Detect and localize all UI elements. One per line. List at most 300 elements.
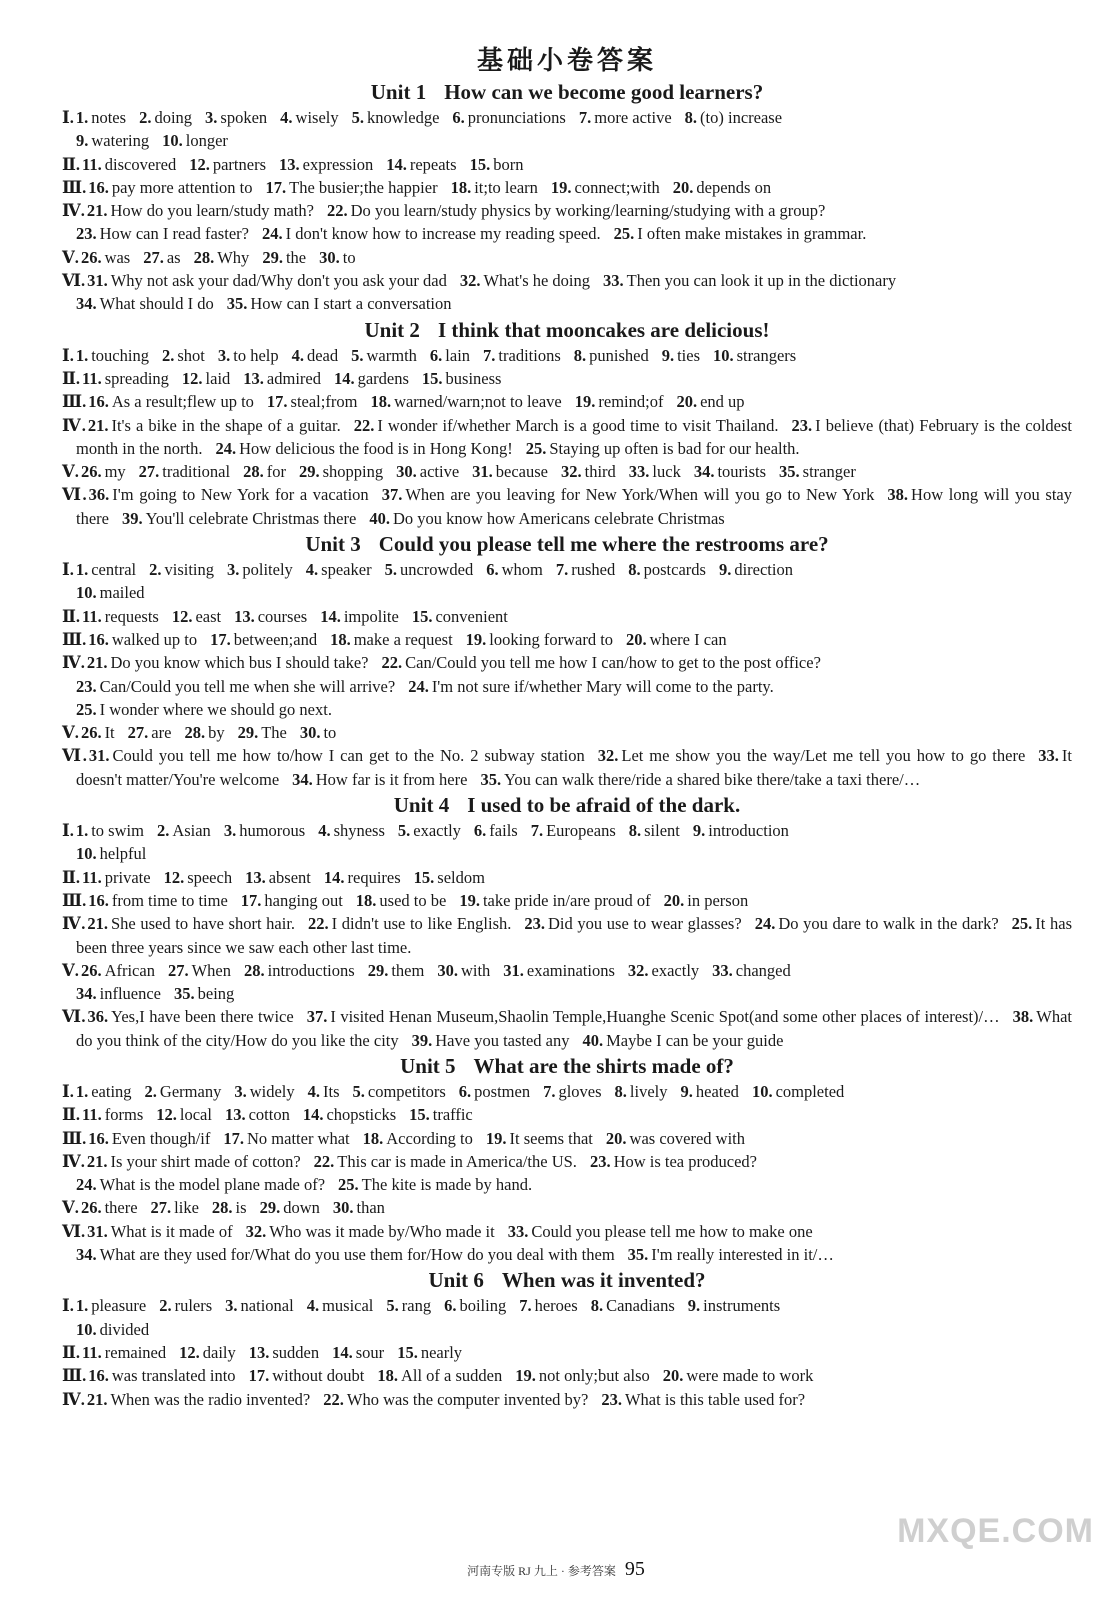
- answer-number: 11.: [82, 154, 102, 174]
- answer-number: 33.: [712, 960, 733, 980]
- answer-text: down: [283, 1198, 320, 1218]
- answer-number: 32.: [459, 271, 481, 291]
- answer-text: Who was it made by/Who made it: [269, 1221, 495, 1241]
- answer-number: 23.: [76, 224, 97, 244]
- answer-item: [308, 914, 511, 933]
- answer-number: 3.: [227, 560, 240, 580]
- answer-item: [76, 1245, 615, 1264]
- answer-text: When are you leaving for New York/When will you go to New York: [405, 485, 875, 505]
- answer-item: [143, 248, 180, 267]
- answer-number: 26.: [80, 723, 102, 743]
- answer-text: Can/Could you tell me when she will arrive?: [99, 676, 396, 696]
- answer-item: [752, 1082, 844, 1101]
- answer-item: [370, 392, 561, 411]
- answer-text: is: [235, 1198, 247, 1218]
- answer-item: [591, 1296, 675, 1315]
- answer-item: [223, 1129, 349, 1148]
- answer-item: [332, 1343, 384, 1362]
- answer-number: 17.: [266, 392, 288, 412]
- answer-text: as: [166, 247, 181, 267]
- answer-item: [139, 108, 192, 127]
- answer-text: Let me show you the way/Let me tell you how to go there: [621, 746, 1026, 766]
- section-numeral: Ⅴ.: [62, 462, 79, 482]
- answer-number: 32.: [245, 1221, 267, 1241]
- answer-text: local: [179, 1105, 212, 1125]
- answer-number: 1.: [75, 821, 89, 841]
- answer-section: [62, 367, 1072, 390]
- answer-number: 35.: [480, 769, 502, 789]
- answer-item: [396, 462, 459, 481]
- answer-item: [244, 961, 355, 980]
- answer-number: 16.: [88, 392, 109, 412]
- answer-text: not only;but also: [538, 1366, 650, 1386]
- section-numeral: Ⅴ.: [62, 1198, 79, 1218]
- answer-item: [330, 630, 453, 649]
- answer-section: [62, 889, 1072, 912]
- answer-number: 8.: [573, 345, 587, 365]
- answer-text: requires: [347, 867, 401, 887]
- answer-item: [382, 485, 875, 504]
- answer-text: Its: [323, 1081, 340, 1101]
- section-numeral: Ⅱ.: [62, 154, 81, 174]
- answer-text: examinations: [526, 960, 615, 980]
- answer-item: [629, 821, 680, 840]
- answer-section: [62, 959, 1072, 1006]
- answer-item: [353, 1082, 446, 1101]
- section-numeral: Ⅵ.: [62, 746, 87, 766]
- answer-text: Do you know which bus I should take?: [110, 653, 369, 673]
- answer-paragraph: [62, 1005, 1072, 1052]
- answer-number: 34.: [76, 984, 97, 1004]
- answer-text: exactly: [651, 960, 700, 980]
- answer-text: I believe (that) February is the coldest month in the north.: [76, 415, 1072, 458]
- answer-line: [62, 1388, 1072, 1411]
- answer-number: 39.: [411, 1030, 433, 1050]
- answer-number: 34.: [292, 769, 313, 789]
- answer-section: [62, 721, 1072, 744]
- answer-item: [238, 723, 287, 742]
- answer-number: 10.: [76, 1319, 97, 1339]
- answer-number: 10.: [751, 1081, 773, 1101]
- answer-item: [515, 1366, 650, 1385]
- answer-text: You can walk there/ride a shared bike there/take a taxi there/…: [504, 769, 921, 789]
- answer-item: [452, 108, 565, 127]
- answer-text: (to) increase: [700, 108, 783, 127]
- answer-text: It seems that: [509, 1128, 593, 1148]
- answer-number: 21.: [86, 653, 108, 673]
- answer-item: [466, 630, 613, 649]
- answer-number: 17.: [210, 629, 231, 649]
- answer-text: exactly: [413, 821, 461, 841]
- unit-number: Unit 5: [400, 1053, 456, 1078]
- answer-number: 8.: [684, 108, 698, 127]
- answer-item: [664, 891, 749, 910]
- answer-section: [62, 1364, 1072, 1387]
- answer-text: I'm going to New York for a vacation: [112, 485, 369, 505]
- answer-item: [603, 271, 896, 290]
- answer-item: [320, 607, 399, 626]
- answer-text: direction: [734, 560, 793, 580]
- answer-number: 20.: [663, 890, 685, 910]
- answer-text: warmth: [366, 345, 417, 365]
- answer-number: 24.: [215, 438, 237, 458]
- answer-number: 24.: [261, 224, 283, 244]
- answer-item: [88, 1129, 210, 1148]
- answer-line: [62, 819, 1072, 842]
- answer-item: [712, 961, 791, 980]
- answer-number: 20.: [672, 177, 694, 197]
- answer-item: [688, 1296, 780, 1315]
- section-numeral: Ⅳ.: [62, 1389, 85, 1409]
- answer-item: [89, 485, 369, 504]
- answer-item: [319, 248, 355, 267]
- answer-number: 14.: [332, 1342, 353, 1362]
- answer-number: 32.: [597, 746, 619, 766]
- answer-line: [62, 675, 1072, 698]
- answer-line: [62, 866, 1072, 889]
- answer-text: were made to work: [686, 1366, 814, 1386]
- answer-number: 12.: [189, 154, 210, 174]
- answer-text: lain: [445, 345, 471, 365]
- section-numeral: Ⅰ.: [62, 560, 74, 580]
- answer-item: [307, 1296, 374, 1315]
- answer-text: daily: [202, 1342, 236, 1362]
- answer-number: 31.: [87, 271, 108, 291]
- answer-text: What is the model plane made of?: [99, 1175, 326, 1195]
- section-numeral: Ⅱ.: [62, 1342, 81, 1362]
- answer-number: 7.: [578, 108, 592, 127]
- answer-item: [81, 248, 130, 267]
- answer-text: by: [208, 723, 225, 743]
- answer-text: admired: [266, 368, 321, 388]
- answer-text: completed: [775, 1081, 845, 1101]
- answer-line: [62, 269, 1072, 292]
- answer-item: [579, 108, 672, 127]
- answer-text: politely: [242, 560, 293, 580]
- answer-line: [62, 889, 1072, 912]
- answer-number: 27.: [167, 960, 189, 980]
- answer-number: 19.: [485, 1128, 507, 1148]
- answer-number: 2.: [149, 560, 162, 580]
- answer-number: 5.: [397, 821, 411, 841]
- answer-item: [174, 984, 234, 1003]
- answer-text: Do you learn/study physics by working/learning/studying with a group?: [350, 201, 826, 221]
- answer-text: helpful: [99, 844, 147, 864]
- answer-line: [62, 292, 1072, 315]
- footer-label: 河南专版 RJ 九上 · 参考答案: [467, 1564, 616, 1578]
- answer-text: widely: [249, 1081, 295, 1101]
- answer-section: [62, 176, 1072, 199]
- answer-number: 33.: [507, 1221, 529, 1241]
- answer-text: What are they used for/What do you use them for/How do you deal with them: [99, 1245, 615, 1265]
- answer-text: Asian: [172, 821, 211, 841]
- answer-number: 35.: [627, 1245, 649, 1265]
- answer-item: [76, 1175, 325, 1194]
- answer-text: Do you know how Americans celebrate Christmas: [392, 508, 725, 528]
- answer-text: where I can: [649, 629, 727, 649]
- answer-number: 6.: [444, 1296, 457, 1316]
- answer-item: [412, 1031, 570, 1050]
- answer-text: competitors: [367, 1081, 446, 1101]
- answer-item: [363, 1129, 473, 1148]
- answer-item: [437, 961, 490, 980]
- unit-heading: [62, 531, 1072, 557]
- answer-item: [82, 868, 151, 887]
- answer-text: repeats: [409, 154, 457, 174]
- answer-number: 35.: [226, 294, 248, 314]
- answer-number: 13.: [245, 867, 266, 887]
- answer-text: traffic: [432, 1105, 473, 1125]
- answer-line: [62, 1103, 1072, 1126]
- answer-number: 21.: [87, 914, 108, 934]
- answer-text: from time to time: [111, 890, 228, 910]
- answer-item: [307, 1007, 1000, 1026]
- answer-number: 17.: [248, 1366, 270, 1386]
- answer-text: remind;of: [598, 392, 664, 412]
- section-numeral: Ⅱ.: [62, 606, 81, 626]
- answer-text: notes: [91, 108, 127, 127]
- answer-item: [88, 1366, 235, 1385]
- answer-number: 3.: [205, 108, 218, 127]
- answer-number: 27.: [150, 1198, 172, 1218]
- answer-item: [662, 346, 700, 365]
- answer-item: [128, 723, 172, 742]
- answer-number: 7.: [543, 1081, 556, 1101]
- answer-line: [62, 1220, 1072, 1243]
- answer-number: 8.: [628, 821, 642, 841]
- answer-number: 5.: [386, 1296, 399, 1316]
- answer-item: [483, 346, 561, 365]
- answer-item: [629, 462, 681, 481]
- answer-number: 18.: [450, 177, 472, 197]
- answer-number: 20.: [605, 1128, 627, 1148]
- answer-section: [62, 1005, 1072, 1052]
- answer-number: 5.: [384, 560, 397, 580]
- answer-text: active: [419, 462, 460, 482]
- unit-title: I used to be afraid of the dark.: [467, 793, 741, 818]
- answer-item: [324, 868, 401, 887]
- answer-number: 5.: [352, 1081, 365, 1101]
- answer-text: fails: [489, 821, 518, 841]
- answer-text: Even though/if: [111, 1128, 211, 1148]
- answer-line: [62, 367, 1072, 390]
- answer-text: born: [493, 154, 524, 174]
- answer-item: [210, 630, 317, 649]
- answer-text: them: [391, 960, 425, 980]
- answer-number: 5.: [351, 108, 364, 127]
- answer-item: [382, 653, 821, 672]
- answer-line: [62, 129, 1072, 152]
- answer-number: 15.: [413, 867, 435, 887]
- answer-item: [614, 224, 867, 243]
- section-numeral: Ⅲ.: [62, 629, 87, 649]
- answer-number: 21.: [87, 415, 109, 435]
- answer-text: was covered with: [629, 1128, 745, 1148]
- answer-text: traditional: [162, 462, 231, 482]
- answer-item: [82, 1343, 166, 1362]
- answer-text: introduction: [708, 821, 789, 841]
- answer-number: 15.: [411, 606, 433, 626]
- answer-text: I wonder if/whether March is a good time to visit Thailand.: [377, 415, 779, 435]
- answer-section: [62, 199, 1072, 246]
- answer-number: 30.: [396, 462, 417, 482]
- answer-text: without doubt: [272, 1366, 365, 1386]
- answer-line: [62, 1196, 1072, 1219]
- answer-section: [62, 558, 1072, 605]
- answer-text: requests: [104, 606, 159, 626]
- answer-line: [62, 1341, 1072, 1364]
- units-container: [62, 79, 1072, 1411]
- section-numeral: Ⅴ.: [62, 247, 79, 267]
- answer-number: 7.: [530, 821, 544, 841]
- answer-text: I wonder where we should go next.: [99, 699, 332, 719]
- answer-text: expression: [302, 154, 374, 174]
- answer-item: [212, 1198, 247, 1217]
- answer-item: [323, 1390, 588, 1409]
- section-numeral: Ⅱ.: [62, 368, 81, 388]
- answer-text: pleasure: [91, 1296, 147, 1316]
- answer-number: 14.: [386, 154, 407, 174]
- answer-item: [205, 108, 267, 127]
- answer-item: [719, 560, 793, 579]
- answer-text: When was the radio invented?: [110, 1389, 311, 1409]
- answer-line: [62, 460, 1072, 483]
- section-numeral: Ⅰ.: [62, 821, 74, 841]
- answer-line: [62, 344, 1072, 367]
- answer-number: 3.: [225, 1296, 238, 1316]
- answer-text: I don't know how to increase my reading speed.: [285, 224, 601, 244]
- answer-text: visiting: [164, 560, 214, 580]
- answer-text: It doesn't matter/You're welcome: [76, 746, 1072, 789]
- answer-number: 27.: [143, 247, 164, 267]
- answer-item: [551, 178, 660, 197]
- answer-section: [62, 605, 1072, 628]
- answer-number: 34.: [76, 1245, 97, 1265]
- answer-item: [88, 178, 252, 197]
- answer-number: 20.: [626, 629, 647, 649]
- answer-text: I didn't use to like English.: [331, 914, 512, 934]
- answer-line: [62, 581, 1072, 604]
- answer-number: 22.: [381, 653, 403, 673]
- page-footer: [0, 1558, 1112, 1581]
- answer-text: It has been three years since we saw each other last time.: [76, 914, 1072, 957]
- answer-text: gloves: [558, 1081, 602, 1101]
- answer-section: [62, 651, 1072, 721]
- answer-number: 26.: [80, 960, 102, 980]
- answer-section: [62, 246, 1072, 269]
- answer-item: [243, 369, 321, 388]
- answer-number: 6.: [486, 560, 499, 580]
- answer-number: 11.: [82, 368, 102, 388]
- answer-text: traditions: [498, 345, 561, 365]
- answer-item: [76, 984, 161, 1003]
- answer-number: 13.: [224, 1105, 246, 1125]
- answer-item: [292, 770, 467, 789]
- answer-item: [81, 462, 126, 481]
- answer-text: shot: [177, 345, 205, 365]
- unit-number: Unit 2: [364, 317, 420, 342]
- answer-number: 18.: [355, 890, 377, 910]
- answer-item: [76, 224, 249, 243]
- answer-line: [62, 605, 1072, 628]
- answer-text: sudden: [272, 1342, 320, 1362]
- answer-item: [673, 178, 771, 197]
- answer-text: I'm really interested in it/…: [651, 1245, 834, 1265]
- answer-number: 17.: [223, 1128, 244, 1148]
- answer-text: strangers: [736, 345, 797, 365]
- answer-text: postcards: [643, 560, 706, 580]
- answer-text: seldom: [437, 867, 485, 887]
- answer-item: [414, 868, 485, 887]
- answer-text: When: [191, 960, 231, 980]
- answer-number: 38.: [1012, 1007, 1034, 1027]
- answer-text: What should I do: [99, 294, 214, 314]
- answer-number: 25.: [76, 699, 97, 719]
- answer-number: 6.: [458, 1081, 472, 1101]
- answer-item: [81, 1198, 138, 1217]
- answer-number: 40.: [369, 508, 390, 528]
- answer-item: [583, 1031, 784, 1050]
- answer-text: convenient: [435, 606, 508, 626]
- answer-number: 20.: [662, 1366, 684, 1386]
- answer-number: 19.: [550, 177, 572, 197]
- answer-text: You'll celebrate Christmas there: [145, 508, 357, 528]
- answer-text: shyness: [333, 821, 385, 841]
- answer-text: because: [495, 462, 548, 482]
- answer-text: silent: [644, 821, 680, 841]
- answer-number: 6.: [429, 345, 443, 365]
- answer-item: [606, 1129, 745, 1148]
- answer-number: 2.: [144, 1081, 157, 1101]
- answer-number: 4.: [291, 345, 304, 365]
- answer-item: [386, 155, 456, 174]
- answer-item: [76, 583, 145, 602]
- answer-section: [62, 460, 1072, 483]
- answer-number: 28.: [193, 247, 215, 267]
- answer-item: [460, 271, 590, 290]
- answer-text: According to: [386, 1128, 473, 1148]
- answer-text: doing: [154, 108, 193, 127]
- answer-item: [299, 462, 383, 481]
- answer-number: 40.: [582, 1030, 604, 1050]
- answer-item: [76, 821, 144, 840]
- answer-item: [601, 1390, 805, 1409]
- answer-page: [62, 44, 1072, 1411]
- answer-line: [62, 982, 1072, 1005]
- answer-item: [280, 108, 338, 127]
- answer-number: 7.: [483, 345, 496, 365]
- answer-number: 14.: [323, 867, 345, 887]
- answer-item: [561, 462, 616, 481]
- answer-number: 9.: [661, 345, 675, 365]
- answer-text: cotton: [248, 1105, 290, 1125]
- answer-text: warned/warn;not to leave: [394, 392, 562, 412]
- answer-text: Why: [217, 247, 250, 267]
- answer-number: 17.: [240, 890, 262, 910]
- answer-number: 1.: [75, 345, 89, 365]
- answer-item: [267, 392, 358, 411]
- answer-section: [62, 1103, 1072, 1126]
- answer-text: I visited Henan Museum,Shaolin Temple,Huanghe Scenic Spot(and some other places of interest)/…: [330, 1007, 1000, 1027]
- answer-item: [225, 1296, 294, 1315]
- answer-item: [224, 821, 305, 840]
- answer-item: [398, 821, 461, 840]
- answer-item: [430, 346, 470, 365]
- answer-text: than: [356, 1198, 385, 1218]
- answer-text: absent: [268, 867, 311, 887]
- answer-number: 28.: [184, 723, 206, 743]
- answer-number: 37.: [306, 1007, 328, 1027]
